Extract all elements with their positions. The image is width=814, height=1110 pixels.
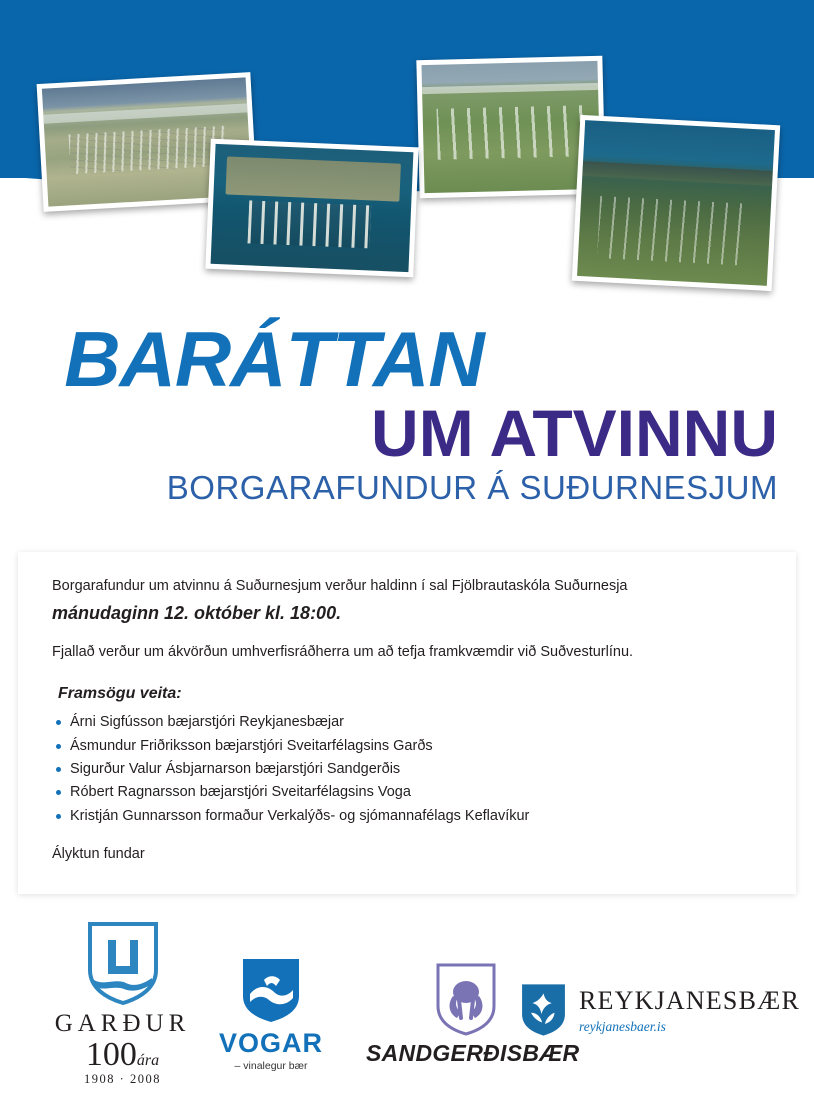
gardur-wordmark: GARÐUR — [54, 1010, 191, 1037]
closing-item: Ályktun fundar — [52, 846, 145, 863]
list-item: Kristján Gunnarsson formaður Verkalýðs- og sjómannafélags Keflavíkur — [52, 805, 762, 828]
title-block — [0, 315, 814, 507]
sandgerdi-wordmark: SANDGERÐISBÆR — [366, 1040, 580, 1066]
photo-collage — [0, 40, 814, 280]
list-item: Árni Sigfússon bæjarstjóri Reykjanesbæjar — [52, 711, 762, 734]
vogar-wordmark: VOGAR — [218, 1028, 323, 1058]
speakers-list — [52, 711, 762, 828]
reykjanesbaer-wordmark: REYKJANESBÆR — [579, 985, 800, 1015]
poster-title-main: BARÁTTAN — [64, 315, 484, 403]
reykjanesbaer-url[interactable]: reykjanesbaer.is — [579, 1018, 666, 1034]
speakers-heading: Framsögu veita: — [58, 685, 182, 703]
poster-title-sub: UM ATVINNU — [371, 396, 778, 471]
collage-photo-coastline — [572, 115, 780, 291]
collage-photo-harbour — [205, 139, 418, 278]
gardur-anniversary-word: ára — [136, 1052, 160, 1069]
sandgerdi-shield-icon — [435, 962, 497, 1036]
gardur-anniversary — [30, 1036, 215, 1073]
logo-row — [0, 912, 814, 1102]
list-item: Sigurður Valur Ásbjarnarson bæjarstjóri Sandgerðis — [52, 758, 762, 781]
logo-reykjanesbaer — [520, 970, 800, 1050]
content-card — [18, 552, 796, 894]
list-item: Ásmundur Friðriksson bæjarstjóri Sveitarfélagsins Garðs — [52, 735, 762, 758]
reykjanesbaer-shield-icon — [520, 970, 567, 1050]
logo-gardur — [30, 920, 215, 1087]
poster-subtitle: BORGARAFUNDUR Á SUÐURNESJUM — [166, 469, 778, 507]
intro-paragraph: Borgarafundur um atvinnu á Suðurnesjum verður haldinn í sal Fjölbrautaskóla Suðurnesja — [52, 578, 628, 594]
gardur-shield-icon — [86, 920, 160, 1006]
meeting-datetime: mánudaginn 12. október kl. 18:00. — [52, 603, 342, 624]
gardur-years: 1908 · 2008 — [84, 1071, 161, 1086]
list-item: Róbert Ragnarsson bæjarstjóri Sveitarfélagsins Voga — [52, 781, 762, 804]
vogar-shield-icon — [240, 956, 302, 1024]
topic-paragraph: Fjallað verður um ákvörðun umhverfisráðherra um að tefja framkvæmdir við Suðvesturlínu. — [52, 644, 634, 661]
logo-vogar — [196, 956, 346, 1072]
gardur-anniversary-number: 100 — [85, 1036, 137, 1073]
vogar-tagline: – vinalegur bær — [234, 1060, 308, 1072]
